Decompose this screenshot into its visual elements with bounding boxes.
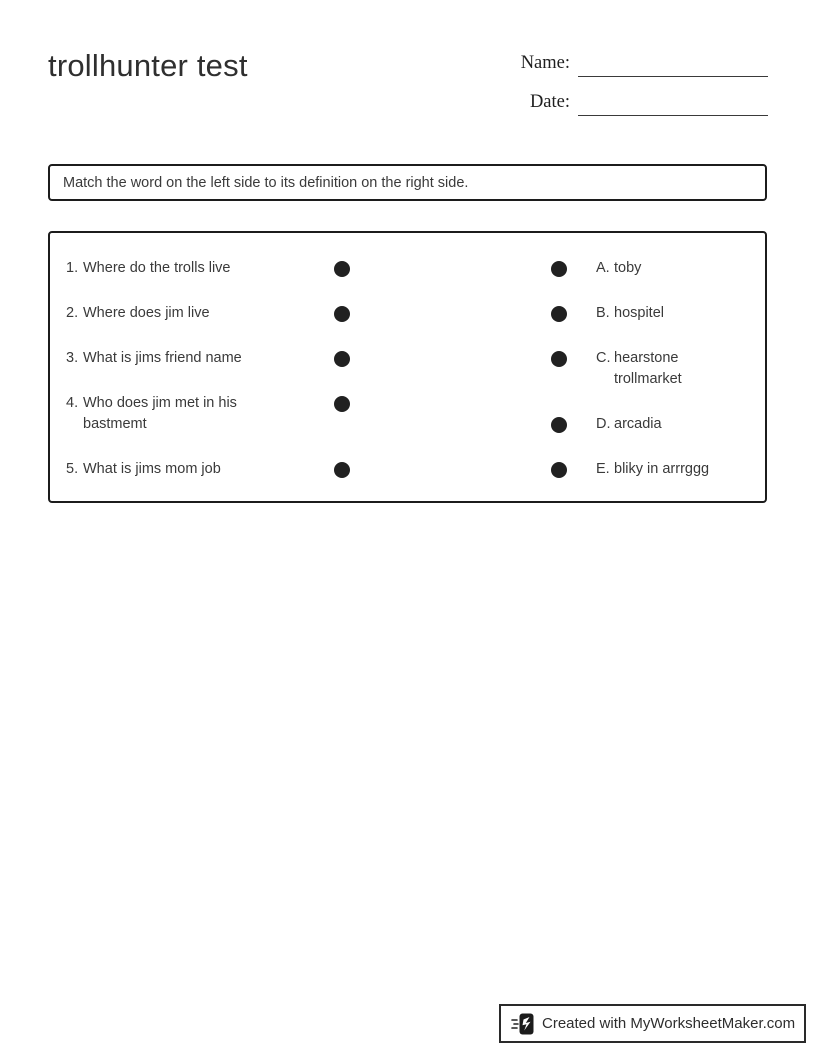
match-dot-left[interactable]	[334, 351, 350, 367]
answer-letter: D.	[596, 416, 611, 432]
question-number: 3.	[66, 350, 79, 366]
question-number: 2.	[66, 305, 79, 321]
question-text: Where do the trolls live	[83, 260, 231, 276]
answer-text: arcadia	[614, 416, 662, 432]
answer-row	[551, 459, 751, 480]
match-dot-right[interactable]	[551, 351, 567, 367]
question-number: 4.	[66, 395, 79, 411]
question-row	[66, 303, 366, 324]
matching-exercise-box	[48, 231, 767, 503]
answer-letter: A.	[596, 260, 610, 276]
answer-column	[551, 258, 751, 480]
question-text: What is jims friend name	[83, 350, 242, 366]
answer-text: hearstone trollmarket	[614, 350, 682, 387]
answer-row	[551, 303, 751, 324]
match-dot-right[interactable]	[551, 306, 567, 322]
question-number: 1.	[66, 260, 79, 276]
match-dot-right[interactable]	[551, 462, 567, 478]
instruction-box	[48, 164, 767, 201]
match-dot-left[interactable]	[334, 462, 350, 478]
question-row	[66, 393, 366, 435]
match-dot-left[interactable]	[334, 261, 350, 277]
match-dot-left[interactable]	[334, 306, 350, 322]
name-date-block	[516, 48, 768, 126]
question-column	[66, 258, 366, 480]
name-field-row	[516, 48, 768, 77]
page-title: trollhunter test	[48, 48, 248, 83]
question-text: Where does jim live	[83, 305, 210, 321]
answer-row	[551, 348, 751, 390]
credit-footer[interactable]	[499, 1004, 806, 1043]
question-text: Who does jim met in his bastmemt	[83, 395, 237, 432]
match-dot-left[interactable]	[334, 396, 350, 412]
date-input-line[interactable]	[578, 89, 768, 116]
question-number: 5.	[66, 461, 79, 477]
question-row	[66, 459, 366, 480]
name-label: Name:	[520, 53, 570, 73]
match-dot-right[interactable]	[551, 261, 567, 277]
answer-row	[551, 414, 751, 435]
flying-worksheet-icon	[511, 1011, 535, 1037]
match-dot-right[interactable]	[551, 417, 567, 433]
answer-letter: C.	[596, 350, 611, 366]
answer-text: bliky in arrrggg	[614, 461, 710, 477]
credit-text: Created with MyWorksheetMaker.com	[542, 1015, 796, 1032]
answer-letter: B.	[596, 305, 610, 321]
answer-text: toby	[614, 260, 642, 276]
answer-text: hospitel	[614, 305, 664, 321]
date-field-row	[516, 87, 768, 116]
question-row	[66, 258, 366, 279]
date-label: Date:	[529, 92, 570, 112]
question-row	[66, 348, 366, 369]
name-input-line[interactable]	[578, 50, 768, 77]
instruction-text: Match the word on the left side to its definition on the right side.	[63, 174, 469, 191]
answer-letter: E.	[596, 461, 610, 477]
answer-row	[551, 258, 751, 279]
question-text: What is jims mom job	[83, 461, 221, 477]
